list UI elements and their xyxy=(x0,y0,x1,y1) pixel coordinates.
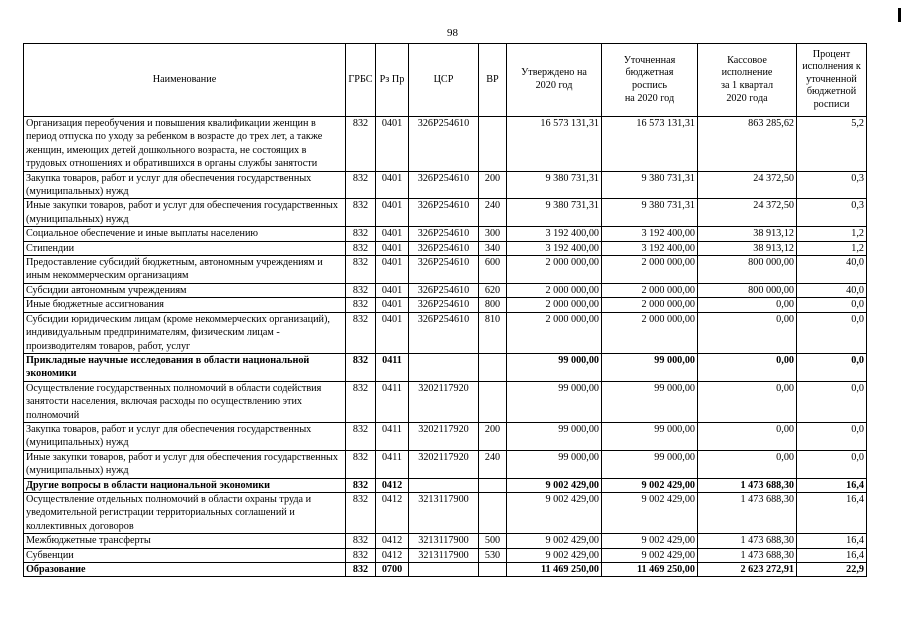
header-rzpr xyxy=(376,44,409,117)
cell-cash: 0,00 xyxy=(698,422,797,450)
cell-grbs: 832 xyxy=(346,117,376,172)
cell-percent: 16,4 xyxy=(797,534,867,548)
table-row xyxy=(24,563,867,577)
cell-refined: 2 000 000,00 xyxy=(602,283,698,297)
cell-cash: 1 473 688,30 xyxy=(698,548,797,562)
cell-approved: 99 000,00 xyxy=(507,422,602,450)
table-row xyxy=(24,298,867,312)
cell-percent: 40,0 xyxy=(797,256,867,284)
cell-refined: 16 573 131,31 xyxy=(602,117,698,172)
cell-percent: 5,2 xyxy=(797,117,867,172)
cell-refined: 9 380 731,31 xyxy=(602,199,698,227)
cell-cash: 24 372,50 xyxy=(698,199,797,227)
table-row xyxy=(24,199,867,227)
cell-csr: 326P254610 xyxy=(409,227,479,241)
cell-rzpr: 0411 xyxy=(376,422,409,450)
cell-rzpr: 0412 xyxy=(376,548,409,562)
cell-approved: 99 000,00 xyxy=(507,353,602,381)
cell-name: Осуществление отдельных полномочий в области охраны труда и уведомительной регистрации территориальных соглашений и коллективных договоров xyxy=(24,492,346,533)
cell-vr: 530 xyxy=(479,548,507,562)
table-row xyxy=(24,422,867,450)
cell-rzpr: 0401 xyxy=(376,283,409,297)
cell-grbs: 832 xyxy=(346,534,376,548)
header-line: исполнения к xyxy=(802,61,861,73)
table-row xyxy=(24,117,867,172)
cell-refined: 3 192 400,00 xyxy=(602,227,698,241)
cell-cash: 0,00 xyxy=(698,450,797,478)
cell-cash: 800 000,00 xyxy=(698,256,797,284)
header-line: за 1 квартал xyxy=(720,80,774,91)
cell-refined: 99 000,00 xyxy=(602,353,698,381)
cell-vr: 240 xyxy=(479,199,507,227)
cell-rzpr: 0401 xyxy=(376,312,409,353)
table-row xyxy=(24,534,867,548)
cell-approved: 3 192 400,00 xyxy=(507,227,602,241)
cell-name: Иные закупки товаров, работ и услуг для обеспечения государственных (муниципальных) нужд xyxy=(24,199,346,227)
header-line: Уточненная xyxy=(623,54,676,66)
cell-csr: 3202117920 xyxy=(409,422,479,450)
cell-grbs: 832 xyxy=(346,298,376,312)
header-line: ЦСР xyxy=(433,73,454,85)
cell-rzpr: 0411 xyxy=(376,381,409,422)
cell-grbs: 832 xyxy=(346,241,376,255)
cell-cash: 2 623 272,91 xyxy=(698,563,797,577)
cell-cash: 0,00 xyxy=(698,381,797,422)
cell-refined: 9 002 429,00 xyxy=(602,534,698,548)
cell-csr: 326P254610 xyxy=(409,298,479,312)
cell-name: Субсидии автономным учреждениям xyxy=(24,283,346,297)
cell-percent: 1,2 xyxy=(797,227,867,241)
cell-approved: 9 002 429,00 xyxy=(507,492,602,533)
cell-csr xyxy=(409,353,479,381)
header-line: бюджетная xyxy=(625,67,674,79)
cell-approved: 9 380 731,31 xyxy=(507,171,602,199)
cell-vr xyxy=(479,478,507,492)
header-line: 2020 год xyxy=(535,80,573,91)
cell-refined: 99 000,00 xyxy=(602,450,698,478)
cell-grbs: 832 xyxy=(346,492,376,533)
cell-cash: 24 372,50 xyxy=(698,171,797,199)
cell-percent: 0,3 xyxy=(797,171,867,199)
cell-percent: 0,0 xyxy=(797,312,867,353)
cell-rzpr: 0401 xyxy=(376,171,409,199)
cell-csr: 326P254610 xyxy=(409,241,479,255)
cell-percent: 22,9 xyxy=(797,563,867,577)
cell-cash: 0,00 xyxy=(698,312,797,353)
cell-percent: 0,0 xyxy=(797,298,867,312)
cell-name: Осуществление государственных полномочий в области содействия занятости населения, включая расходы по осуществлению этих полномочий xyxy=(24,381,346,422)
cell-approved: 9 380 731,31 xyxy=(507,199,602,227)
cell-csr: 326P254610 xyxy=(409,312,479,353)
header-line: бюджетной xyxy=(806,86,857,98)
cell-vr xyxy=(479,117,507,172)
cell-vr: 620 xyxy=(479,283,507,297)
cell-rzpr: 0412 xyxy=(376,492,409,533)
cell-vr xyxy=(479,492,507,533)
header-line: Процент xyxy=(812,48,851,60)
cell-grbs: 832 xyxy=(346,199,376,227)
table-body xyxy=(24,117,867,577)
cell-percent: 0,0 xyxy=(797,422,867,450)
cell-cash: 38 913,12 xyxy=(698,241,797,255)
cell-csr: 3213117900 xyxy=(409,492,479,533)
header-line: исполнение xyxy=(721,67,773,79)
cell-vr: 240 xyxy=(479,450,507,478)
header-line: росписи xyxy=(813,98,850,110)
table-row xyxy=(24,256,867,284)
header-line: на 2020 год xyxy=(624,92,675,104)
header-name xyxy=(24,44,346,117)
cell-name: Другие вопросы в области национальной экономики xyxy=(24,478,346,492)
cell-csr: 3213117900 xyxy=(409,548,479,562)
cell-grbs: 832 xyxy=(346,450,376,478)
cell-rzpr: 0401 xyxy=(376,199,409,227)
cell-approved: 99 000,00 xyxy=(507,381,602,422)
cell-approved: 9 002 429,00 xyxy=(507,534,602,548)
cell-csr xyxy=(409,563,479,577)
cell-csr: 3202117920 xyxy=(409,381,479,422)
table-row xyxy=(24,353,867,381)
cell-percent: 0,3 xyxy=(797,199,867,227)
cell-refined: 99 000,00 xyxy=(602,422,698,450)
cell-name: Закупка товаров, работ и услуг для обеспечения государственных (муниципальных) нужд xyxy=(24,422,346,450)
cell-csr: 326P254610 xyxy=(409,117,479,172)
table-row xyxy=(24,171,867,199)
table-row xyxy=(24,241,867,255)
cell-grbs: 832 xyxy=(346,283,376,297)
cell-cash: 1 473 688,30 xyxy=(698,478,797,492)
header-vr xyxy=(479,44,507,117)
table-row xyxy=(24,548,867,562)
header-line: Утверждено на xyxy=(521,67,587,79)
cell-name: Иные бюджетные ассигнования xyxy=(24,298,346,312)
cell-cash: 800 000,00 xyxy=(698,283,797,297)
cell-percent: 16,4 xyxy=(797,548,867,562)
table-row xyxy=(24,450,867,478)
cell-approved: 2 000 000,00 xyxy=(507,298,602,312)
cell-cash: 1 473 688,30 xyxy=(698,534,797,548)
cell-csr: 3202117920 xyxy=(409,450,479,478)
cell-approved: 9 002 429,00 xyxy=(507,478,602,492)
table-row xyxy=(24,283,867,297)
header-line: 2020 года xyxy=(726,92,768,104)
table-row xyxy=(24,478,867,492)
header-refined xyxy=(602,44,698,117)
cell-vr xyxy=(479,353,507,381)
header-percent xyxy=(797,44,867,117)
table-header-row xyxy=(24,44,867,117)
header-csr xyxy=(409,44,479,117)
header-grbs xyxy=(346,44,376,117)
cell-cash: 863 285,62 xyxy=(698,117,797,172)
cell-approved: 2 000 000,00 xyxy=(507,312,602,353)
cell-name: Предоставление субсидий бюджетным, автономным учреждениям и иным некоммерческим организациям xyxy=(24,256,346,284)
cell-approved: 11 469 250,00 xyxy=(507,563,602,577)
cell-cash: 0,00 xyxy=(698,353,797,381)
cell-rzpr: 0412 xyxy=(376,478,409,492)
scan-edge-mark xyxy=(898,8,901,22)
cell-vr: 810 xyxy=(479,312,507,353)
header-approved xyxy=(507,44,602,117)
cell-grbs: 832 xyxy=(346,227,376,241)
cell-cash: 0,00 xyxy=(698,298,797,312)
cell-rzpr: 0700 xyxy=(376,563,409,577)
table-row xyxy=(24,227,867,241)
cell-refined: 9 002 429,00 xyxy=(602,492,698,533)
cell-csr: 326P254610 xyxy=(409,171,479,199)
cell-percent: 1,2 xyxy=(797,241,867,255)
cell-rzpr: 0401 xyxy=(376,117,409,172)
cell-refined: 9 002 429,00 xyxy=(602,548,698,562)
cell-approved: 2 000 000,00 xyxy=(507,283,602,297)
cell-approved: 9 002 429,00 xyxy=(507,548,602,562)
cell-name: Организация переобучения и повышения квалификации женщин в период отпуска по уходу за ребенком в возрасте до трех лет, а также женщин, имеющих детей дошкольного возраста, не состоящих в трудовых отношениях и обратившихся в органы службы занятости xyxy=(24,117,346,172)
cell-vr: 600 xyxy=(479,256,507,284)
table-row xyxy=(24,492,867,533)
cell-grbs: 832 xyxy=(346,381,376,422)
cell-rzpr: 0401 xyxy=(376,256,409,284)
cell-percent: 40,0 xyxy=(797,283,867,297)
cell-rzpr: 0401 xyxy=(376,241,409,255)
cell-grbs: 832 xyxy=(346,478,376,492)
cell-name: Образование xyxy=(24,563,346,577)
cell-rzpr: 0401 xyxy=(376,227,409,241)
cell-grbs: 832 xyxy=(346,563,376,577)
header-cash xyxy=(698,44,797,117)
cell-percent: 16,4 xyxy=(797,492,867,533)
cell-rzpr: 0401 xyxy=(376,298,409,312)
cell-grbs: 832 xyxy=(346,256,376,284)
cell-name: Иные закупки товаров, работ и услуг для обеспечения государственных (муниципальных) нужд xyxy=(24,450,346,478)
cell-csr: 326P254610 xyxy=(409,256,479,284)
cell-rzpr: 0412 xyxy=(376,534,409,548)
cell-vr: 500 xyxy=(479,534,507,548)
cell-approved: 99 000,00 xyxy=(507,450,602,478)
cell-name: Закупка товаров, работ и услуг для обеспечения государственных (муниципальных) нужд xyxy=(24,171,346,199)
cell-refined: 11 469 250,00 xyxy=(602,563,698,577)
cell-percent: 16,4 xyxy=(797,478,867,492)
budget-table xyxy=(23,43,867,577)
cell-vr: 200 xyxy=(479,422,507,450)
header-line: роспись xyxy=(631,80,668,91)
header-line: Кассовое xyxy=(727,54,767,66)
cell-vr: 340 xyxy=(479,241,507,255)
cell-percent: 0,0 xyxy=(797,353,867,381)
cell-grbs: 832 xyxy=(346,171,376,199)
cell-grbs: 832 xyxy=(346,353,376,381)
header-line: Рз Пр xyxy=(379,73,405,85)
cell-refined: 2 000 000,00 xyxy=(602,298,698,312)
cell-vr xyxy=(479,563,507,577)
cell-name: Социальное обеспечение и иные выплаты населению xyxy=(24,227,346,241)
cell-grbs: 832 xyxy=(346,422,376,450)
cell-vr: 200 xyxy=(479,171,507,199)
table-row xyxy=(24,381,867,422)
cell-csr: 326P254610 xyxy=(409,283,479,297)
table-row xyxy=(24,312,867,353)
cell-percent: 0,0 xyxy=(797,381,867,422)
header-line: Наименование xyxy=(152,73,217,85)
cell-approved: 2 000 000,00 xyxy=(507,256,602,284)
cell-grbs: 832 xyxy=(346,312,376,353)
cell-rzpr: 0411 xyxy=(376,450,409,478)
cell-name: Стипендии xyxy=(24,241,346,255)
cell-refined: 2 000 000,00 xyxy=(602,312,698,353)
cell-csr: 3213117900 xyxy=(409,534,479,548)
cell-cash: 38 913,12 xyxy=(698,227,797,241)
cell-name: Субсидии юридическим лицам (кроме некоммерческих организаций), индивидуальным предпринимателям, физическим лицам - производителям товаров, работ, услуг xyxy=(24,312,346,353)
cell-refined: 2 000 000,00 xyxy=(602,256,698,284)
cell-approved: 3 192 400,00 xyxy=(507,241,602,255)
header-line: ВР xyxy=(486,73,499,85)
cell-refined: 9 002 429,00 xyxy=(602,478,698,492)
cell-approved: 16 573 131,31 xyxy=(507,117,602,172)
cell-percent: 0,0 xyxy=(797,450,867,478)
cell-grbs: 832 xyxy=(346,548,376,562)
cell-name: Межбюджетные трансферты xyxy=(24,534,346,548)
cell-csr xyxy=(409,478,479,492)
cell-rzpr: 0411 xyxy=(376,353,409,381)
cell-refined: 3 192 400,00 xyxy=(602,241,698,255)
cell-cash: 1 473 688,30 xyxy=(698,492,797,533)
cell-vr: 300 xyxy=(479,227,507,241)
cell-vr: 800 xyxy=(479,298,507,312)
cell-refined: 9 380 731,31 xyxy=(602,171,698,199)
cell-name: Субвенции xyxy=(24,548,346,562)
cell-csr: 326P254610 xyxy=(409,199,479,227)
cell-refined: 99 000,00 xyxy=(602,381,698,422)
header-line: ГРБС xyxy=(348,73,373,85)
page-number: 98 xyxy=(447,27,458,39)
cell-name: Прикладные научные исследования в области национальной экономики xyxy=(24,353,346,381)
header-line: уточненной xyxy=(806,73,857,85)
cell-vr xyxy=(479,381,507,422)
